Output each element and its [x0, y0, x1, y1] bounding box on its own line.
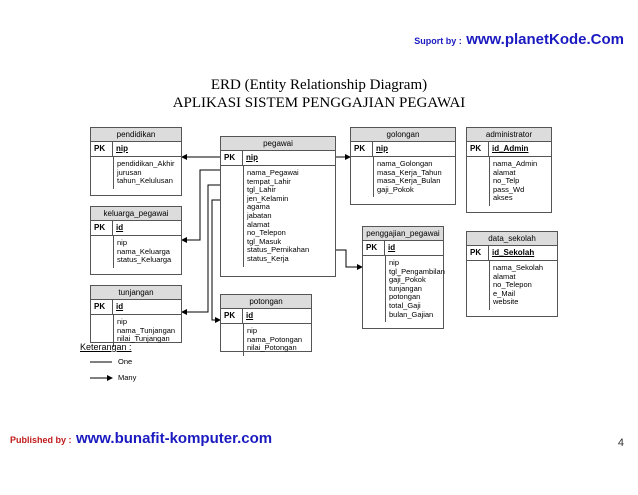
- rel-pegawai-tunjangan: [182, 185, 220, 312]
- attribute: nama_Pegawai: [247, 168, 299, 177]
- attribute: nama_Potongan: [247, 334, 303, 344]
- entity-name: keluarga_pegawai: [91, 207, 181, 221]
- primary-key: nip: [116, 144, 128, 153]
- entity-keluarga-pegawai[interactable]: [90, 206, 182, 275]
- attribute: status_Keluarga: [117, 255, 172, 265]
- pk-tag: PK: [91, 142, 113, 156]
- attribute: tempat_Lahir: [247, 176, 291, 186]
- attribute: total_Gaji: [389, 300, 421, 310]
- primary-key: nip: [376, 144, 388, 153]
- attribute: nama_Sekolah: [493, 263, 544, 272]
- attribute: jurusan: [117, 167, 142, 177]
- support-label: Suport by :: [414, 36, 462, 46]
- primary-key: id: [116, 302, 124, 311]
- pk-tag: PK: [221, 151, 243, 165]
- entity-name: penggajian_pegawai: [363, 227, 443, 241]
- attribute: alamat: [247, 219, 270, 229]
- primary-key: id_Admin: [492, 144, 529, 153]
- attribute: agama: [247, 202, 270, 212]
- attribute: alamat: [493, 167, 516, 177]
- entity-administrator[interactable]: [466, 127, 552, 213]
- rel-pegawai-potongan: [212, 200, 220, 320]
- entity-golongan[interactable]: [350, 127, 456, 205]
- attribute: no_Telepon: [247, 228, 286, 238]
- entity-name: data_sekolah: [467, 232, 557, 246]
- entity-data-sekolah[interactable]: [466, 231, 558, 317]
- pk-tag: PK: [221, 309, 243, 323]
- diagram-subtitle: APLIKASI SISTEM PENGGAJIAN PEGAWAI: [172, 95, 466, 111]
- attribute: website: [493, 297, 519, 307]
- attribute: e_Mail: [493, 288, 516, 298]
- attribute: pass_Wd: [493, 184, 525, 194]
- publisher-credit: [10, 430, 272, 448]
- attribute: tgl_Lahir: [247, 185, 276, 195]
- pk-tag: PK: [363, 241, 385, 255]
- entity-pendidikan[interactable]: [90, 127, 182, 196]
- published-link[interactable]: www.bunafit-komputer.com: [75, 430, 273, 447]
- pk-tag: PK: [91, 300, 113, 314]
- attribute: nama_Golongan: [377, 159, 433, 168]
- attribute: status_Pernikahan: [247, 245, 310, 255]
- attribute: nama_Admin: [493, 159, 538, 168]
- attribute: pendidikan_Akhir: [117, 159, 175, 168]
- attribute: gaji_Pokok: [377, 184, 414, 194]
- attribute: potongan: [389, 292, 421, 302]
- rel-pegawai-penggajian: [336, 250, 362, 267]
- primary-key: id: [388, 243, 396, 252]
- entity-penggajian-pegawai[interactable]: [362, 226, 444, 329]
- support-link[interactable]: www.planetKode.Com: [466, 31, 624, 48]
- entity-tunjangan[interactable]: [90, 285, 182, 343]
- page-number: 4: [617, 437, 624, 449]
- pk-tag: PK: [467, 142, 489, 156]
- primary-key: id: [116, 223, 124, 232]
- entity-name: pendidikan: [91, 128, 181, 142]
- entity-pegawai[interactable]: [220, 136, 336, 277]
- legend-title: [80, 342, 132, 352]
- attribute: gaji_Pokok: [389, 275, 426, 285]
- attribute: akses: [493, 193, 513, 203]
- attribute: masa_Kerja_Bulan: [377, 176, 441, 186]
- entity-name: pegawai: [221, 137, 335, 151]
- legend-many-label: Many: [118, 373, 137, 382]
- attribute: no_Telp: [493, 176, 520, 186]
- pk-tag: PK: [91, 221, 113, 235]
- pk-tag: PK: [467, 246, 489, 260]
- rel-pegawai-keluarga: [182, 170, 220, 240]
- attribute: nip: [117, 317, 128, 326]
- attribute: status_Kerja: [247, 253, 289, 263]
- attribute: nilai_Tunjangan: [117, 334, 170, 344]
- attribute: bulan_Gajian: [389, 309, 434, 319]
- attribute: nip: [247, 326, 258, 335]
- attribute: nama_Tunjangan: [117, 325, 176, 335]
- attribute: nip: [389, 258, 400, 267]
- legend-title-text: Keterangan :: [80, 342, 132, 352]
- attribute: no_Telepon: [493, 280, 532, 290]
- attribute: nama_Keluarga: [117, 246, 170, 256]
- attribute: jen_Kelamin: [247, 193, 289, 203]
- attribute: jabatan: [247, 210, 272, 220]
- attribute: tahun_Kelulusan: [117, 176, 173, 186]
- published-label: Published by :: [10, 435, 72, 445]
- attribute: nip: [117, 238, 128, 247]
- entity-name: potongan: [221, 295, 311, 309]
- diagram-title: ERD (Entity Relationship Diagram): [210, 77, 428, 93]
- attribute: nilai_Potongan: [247, 343, 297, 353]
- attribute: tgl_Pengambilan: [389, 266, 445, 276]
- attribute: alamat: [493, 271, 516, 281]
- attribute: masa_Kerja_Tahun: [377, 167, 442, 177]
- attribute: tgl_Masuk: [247, 236, 282, 246]
- legend-one-label: One: [118, 357, 133, 366]
- primary-key: id: [246, 311, 254, 320]
- primary-key: id_Sekolah: [492, 248, 535, 257]
- entity-potongan[interactable]: [220, 294, 312, 352]
- primary-key: nip: [246, 153, 258, 162]
- entity-name: administrator: [467, 128, 551, 142]
- entity-name: tunjangan: [91, 286, 181, 300]
- pk-tag: PK: [351, 142, 373, 156]
- attribute: tunjangan: [389, 283, 422, 293]
- entity-name: golongan: [351, 128, 455, 142]
